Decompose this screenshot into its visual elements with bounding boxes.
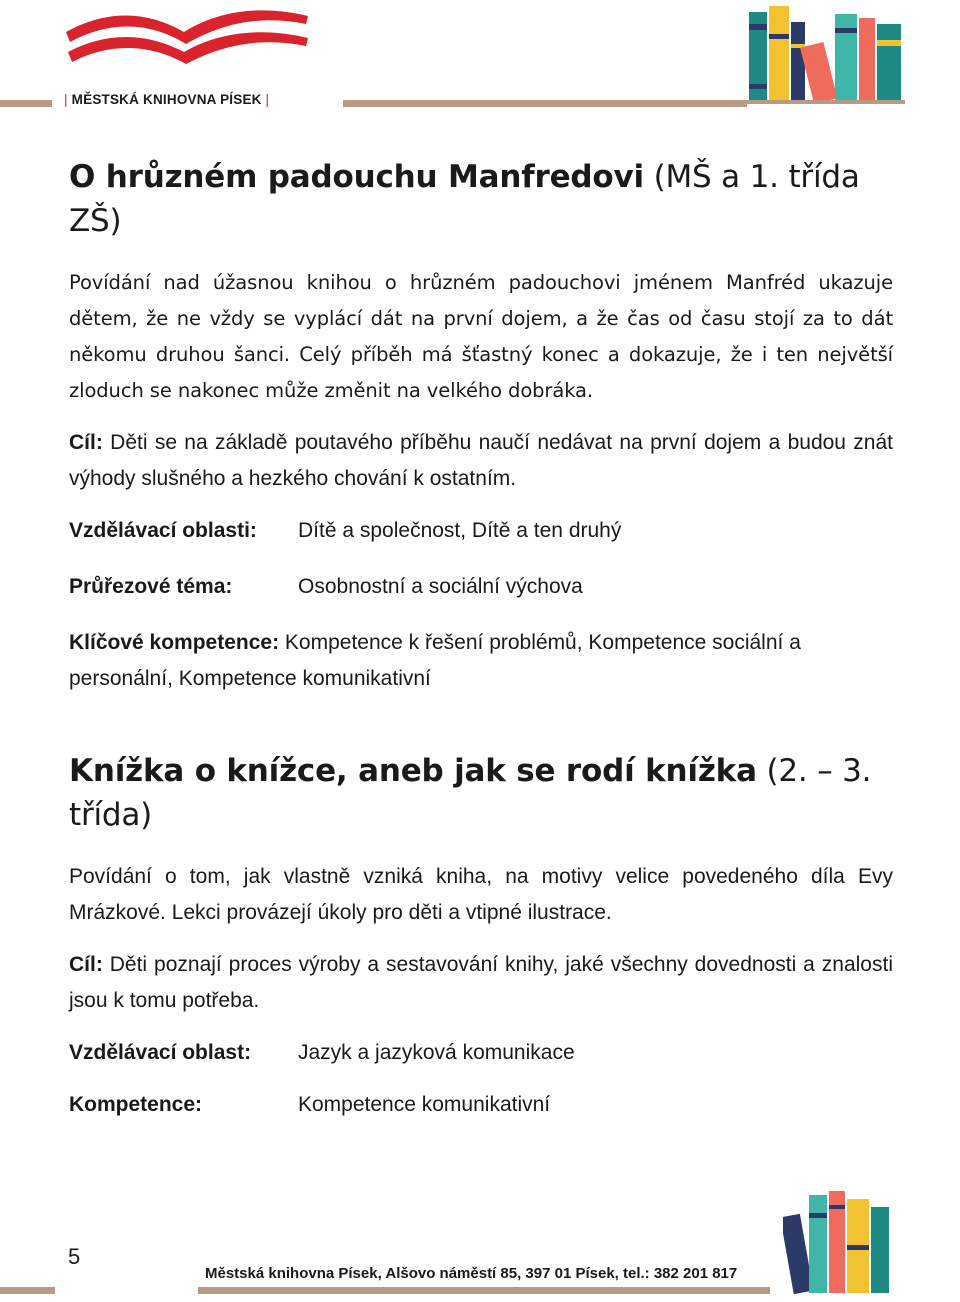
competence-row: Kompetence: Kompetence komunikativní — [69, 1093, 551, 1116]
area-row: Vzdělávací oblast: Jazyk a jazyková komunikace — [69, 1041, 575, 1064]
library-logo-icon — [62, 2, 312, 84]
section-goal: Cíl: Děti poznají proces výroby a sestavování knihy, jaké všechny dovednosti a znalosti jsou k tomu potřeba. — [69, 953, 893, 1012]
page-number: 5 — [68, 1244, 81, 1269]
section-competence: Klíčové kompetence: Kompetence k řešení problémů, Kompetence sociální a personální, Kompetence komunikativní — [69, 631, 801, 690]
section-title: Knížka o knížce, aneb jak se rodí knížka (2. – 3. třída) — [69, 753, 872, 833]
logo-text: | MĚSTSKÁ KNIHOVNA PÍSEK | — [64, 92, 270, 107]
section-goal: Cíl: Děti se na základě poutavého příběhu naučí nedávat na první dojem a budou znát výhody slušného a hezkého chování k ostatním. — [69, 431, 893, 490]
footer-rule — [198, 1287, 770, 1294]
books-illustration-icon — [783, 1185, 893, 1295]
theme-row: Průřezové téma: Osobnostní a sociální výchova — [69, 575, 583, 598]
footer-rule-left — [0, 1287, 55, 1294]
section-description: Povídání nad úžasnou knihou o hrůzném padouchovi jménem Manfréd ukazuje dětem, že ne vždy se vyplácí dát na první dojem, a že čas od času stojí za to dát někomu druhou šanci. Celý příběh má šťastný konec a dokazuje, že i ten největší zloduch se nakonec může změnit na velkého dobráka. — [69, 271, 893, 402]
header-rule-left — [0, 100, 52, 107]
section-description: Povídání o tom, jak vlastně vzniká kniha, na motivy velice povedeného díla Evy Mrázkové. Lekci provázejí úkoly pro děti a vtipné ilustrace. — [69, 865, 893, 924]
books-illustration-icon — [745, 4, 905, 104]
area-row: Vzdělávací oblasti: Dítě a společnost, Dítě a ten druhý — [69, 519, 622, 542]
page-content — [69, 155, 893, 1143]
section-title: O hrůzném padouchu Manfredovi (MŠ a 1. třída ZŠ) — [69, 159, 860, 239]
header-rule-right — [343, 100, 747, 107]
footer-address: Městská knihovna Písek, Alšovo náměstí 85, 397 01 Písek, tel.: 382 201 817 — [205, 1265, 738, 1282]
